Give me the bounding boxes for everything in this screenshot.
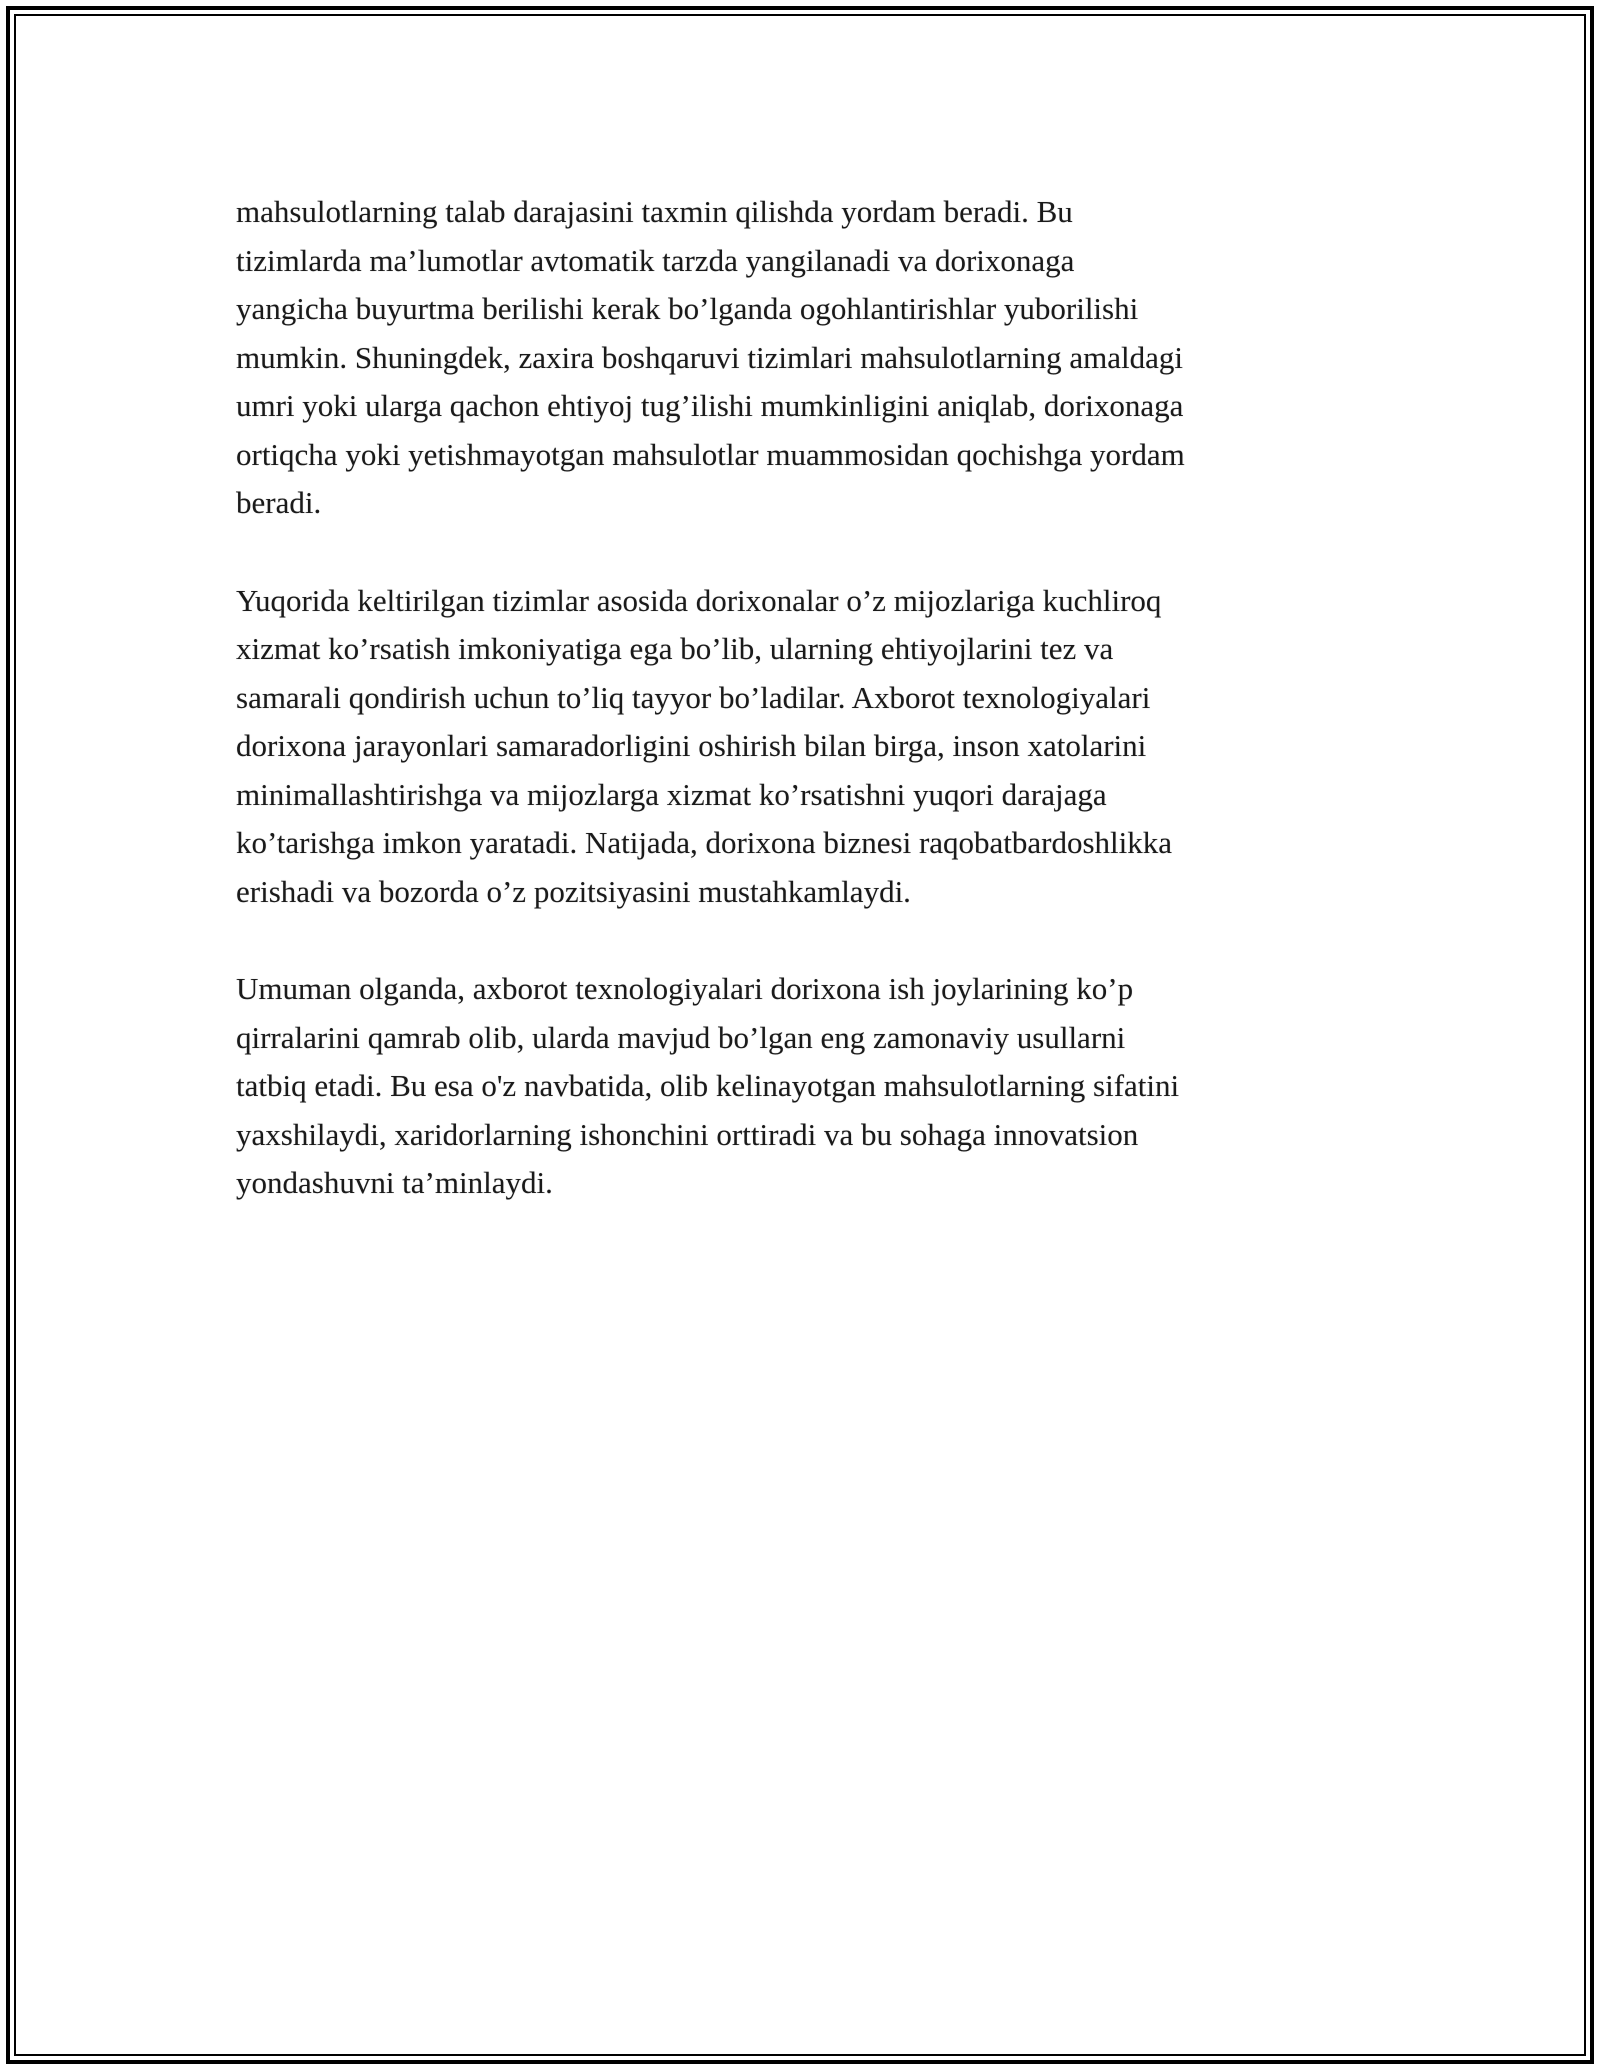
document-body	[236, 188, 1366, 1257]
text-line: yangicha buyurtma berilishi kerak bo’lganda ogohlantirishlar yuborilishi	[236, 291, 1139, 326]
text-line: Umuman olganda, axborot texnologiyalari dorixona ish joylarining ko’p	[236, 971, 1134, 1006]
text-line: qirralarini qamrab olib, ularda mavjud bo’lgan eng zamonaviy usullarni	[236, 1019, 1126, 1055]
text-line: beradi.	[236, 485, 322, 520]
paragraph-3	[236, 965, 1366, 1208]
text-line: tizimlarda ma’lumotlar avtomatik tarzda yangilanadi va dorixonaga	[236, 242, 1075, 278]
text-line: ko’tarishga imkon yaratadi. Natijada, dorixona biznesi raqobatbardoshlikka	[236, 825, 1173, 860]
text-line: xizmat ko’rsatish imkoniyatiga ega bo’lib, ularning ehtiyojlarini tez va	[236, 631, 1114, 666]
text-line: Yuqorida keltirilgan tizimlar asosida dorixonalar o’z mijozlariga kuchliroq	[236, 582, 1162, 618]
text-line: yaxshilaydi, xaridorlarning ishonchini orttiradi va bu sohaga innovatsion	[236, 1116, 1139, 1152]
text-line: mahsulotlarning talab darajasini taxmin qilishda yordam beradi. Bu	[236, 194, 1073, 229]
paragraph-2	[236, 577, 1366, 917]
text-line: yondashuvni ta’minlaydi.	[236, 1165, 553, 1200]
paragraph-1	[236, 188, 1366, 528]
text-line: ortiqcha yoki yetishmayotgan mahsulotlar muammosidan qochishga yordam	[236, 436, 1185, 472]
text-line: erishadi va bozorda o’z pozitsiyasini mustahkamlaydi.	[236, 873, 911, 909]
text-line: tatbiq etadi. Bu esa o'z navbatida, olib kelinayotgan mahsulotlarning sifatini	[236, 1068, 1180, 1103]
text-line: dorixona jarayonlari samaradorligini oshirish bilan birga, inson xatolarini	[236, 728, 1147, 763]
text-line: umri yoki ularga qachon ehtiyoj tug’ilishi mumkinligini aniqlab, dorixonaga	[236, 388, 1184, 423]
text-line: minimallashtirishga va mijozlarga xizmat ko’rsatishni yuqori darajaga	[236, 776, 1107, 812]
text-line: mumkin. Shuningdek, zaxira boshqaruvi tizimlari mahsulotlarning amaldagi	[236, 339, 1184, 375]
text-line: samarali qondirish uchun to’liq tayyor bo’ladilar. Axborot texnologiyalari	[236, 679, 1151, 715]
